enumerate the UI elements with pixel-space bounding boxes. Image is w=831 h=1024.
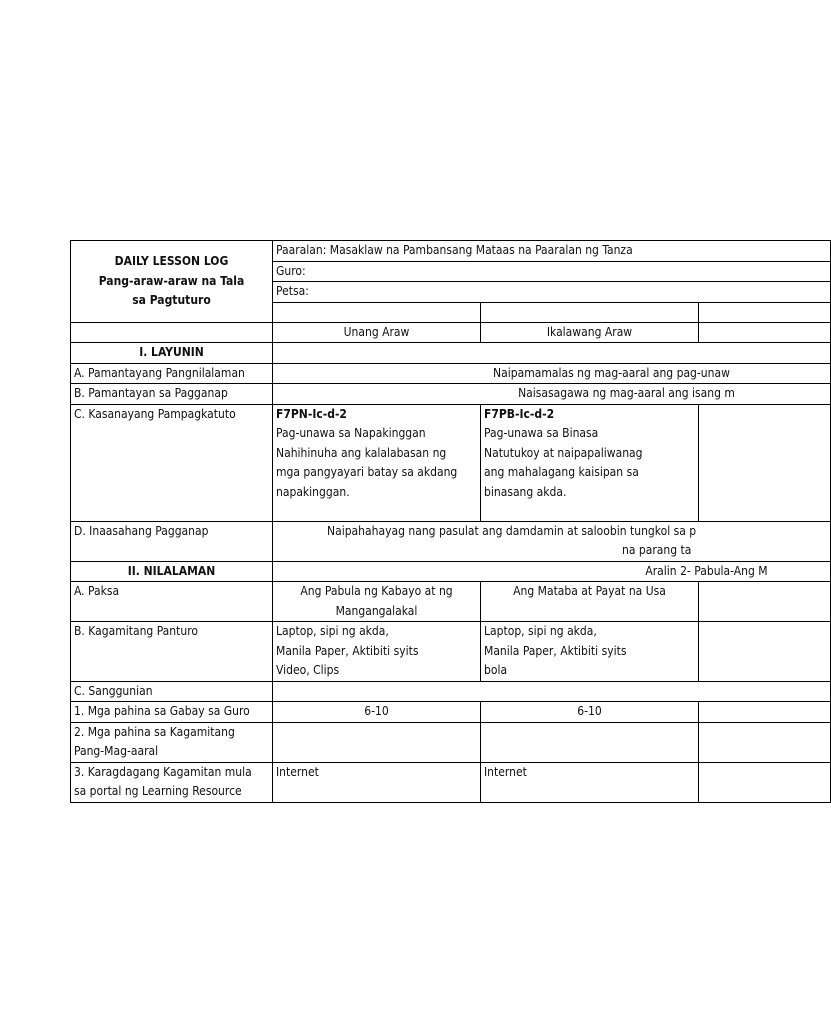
blank-cell [699, 322, 831, 343]
blank-cell [699, 762, 831, 802]
karagdagang-kagamitan-line: 3. Karagdagang Kagamitan mula [74, 764, 252, 779]
pamantayang-pangnilalaman-label: A. Pamantayang Pangnilalaman [71, 363, 273, 384]
inaasahang-pagganap-line: Naipahahayag nang pasulat ang damdamin at saloobin tungkol sa p [327, 523, 697, 538]
karagdagang-kagamitan-line: sa portal ng Learning Resource [74, 784, 242, 798]
kagamitang-panturo-label: B. Kagamitang Panturo [71, 622, 273, 682]
blank-cell [699, 722, 831, 762]
paksa-label: A. Paksa [71, 582, 273, 622]
kagamitang-mag-aaral-label [71, 722, 273, 762]
title-line-2: Pang-araw-araw na Tala [98, 273, 245, 288]
pamantayan-pagganap-value: Naisasagawa ng mag-aaral ang isang m [273, 384, 831, 405]
title-line-1: DAILY LESSON LOG [114, 254, 229, 268]
paksa-day2-line: Ang Mataba at Payat na Usa [513, 584, 666, 598]
blank-cell [273, 722, 481, 762]
pamantayan-pagganap-label: B. Pamantayan sa Pagganap [71, 384, 273, 405]
title-cell [71, 241, 273, 323]
inaasahang-pagganap-value [273, 521, 831, 561]
day1-header: Unang Araw [273, 322, 481, 343]
lesson-log-sheet [70, 240, 768, 798]
kasanayan-day2-code: F7PB-Ic-d-2 [484, 406, 555, 421]
paaralan-field: Paaralan: Masaklaw na Pambansang Mataas na Paaralan ng Tanza [273, 241, 831, 262]
paksa-day1-line: Ang Pabula ng Kabayo at ng [300, 584, 453, 598]
blank-cell [699, 702, 831, 723]
guro-field: Guro: [273, 261, 831, 282]
kagamitan-day2-line: bola [484, 663, 508, 677]
inaasahang-pagganap-line: na parang ta [622, 543, 692, 557]
kagamitan-day2-line: Manila Paper, Aktibiti syits [484, 643, 627, 658]
kasanayan-day1 [273, 404, 481, 521]
kagamitan-day1-line: Video, Clips [276, 663, 340, 677]
layunin-heading: I. LAYUNIN [71, 343, 273, 364]
karagdagang-kagamitan-day1: Internet [273, 762, 481, 802]
petsa-field: Petsa: [273, 282, 831, 303]
blank-cell [273, 343, 831, 364]
paksa-day1-line: Mangangalakal [335, 603, 418, 618]
gabay-guro-day1: 6-10 [273, 702, 481, 723]
kasanayan-day1-line: Pag-unawa sa Napakinggan [276, 426, 426, 440]
paksa-day1 [273, 582, 481, 622]
kasanayan-day1-line: napakinggan. [276, 484, 350, 499]
kagamitan-day2-line: Laptop, sipi ng akda, [484, 624, 597, 638]
kasanayan-day2 [481, 404, 699, 521]
kagamitan-day1-line: Manila Paper, Aktibiti syits [276, 643, 419, 658]
blank-cell [481, 722, 699, 762]
gabay-guro-label: 1. Mga pahina sa Gabay sa Guro [71, 702, 273, 723]
blank-cell [273, 681, 831, 702]
kasanayan-day1-line: Nahihinuha ang kalalabasan ng [276, 445, 447, 460]
kasanayan-label: C. Kasanayang Pampagkatuto [71, 404, 273, 521]
blank-cell [273, 302, 481, 322]
nilalaman-value: Aralin 2- Pabula-Ang M [273, 561, 831, 582]
karagdagang-kagamitan-day2: Internet [481, 762, 699, 802]
kasanayan-day2-line: Natutukoy at naipapaliwanag [484, 445, 643, 460]
kasanayan-day2-line: Pag-unawa sa Binasa [484, 426, 599, 440]
kasanayan-day1-line: mga pangyayari batay sa akdang [276, 465, 458, 479]
kagamitang-mag-aaral-line: Pang-Mag-aaral [74, 744, 159, 758]
kagamitang-mag-aaral-line: 2. Mga pahina sa Kagamitang [74, 724, 235, 739]
nilalaman-heading: II. NILALAMAN [71, 561, 273, 582]
title-line-3: sa Pagtuturo [132, 293, 211, 307]
sanggunian-heading: C. Sanggunian [71, 681, 273, 702]
blank-cell [481, 302, 699, 322]
day2-header: Ikalawang Araw [481, 322, 699, 343]
kasanayan-day2-line: binasang akda. [484, 484, 567, 499]
blank-cell [699, 404, 831, 521]
kasanayan-day2-line: ang mahalagang kaisipan sa [484, 465, 639, 479]
blank-cell [699, 622, 831, 682]
blank-cell [71, 322, 273, 343]
kagamitan-day1-line: Laptop, sipi ng akda, [276, 624, 389, 638]
karagdagang-kagamitan-label [71, 762, 273, 802]
blank-cell [699, 582, 831, 622]
blank-cell [699, 302, 831, 322]
paksa-day2 [481, 582, 699, 622]
pamantayang-pangnilalaman-value: Naipamamalas ng mag-aaral ang pag-unaw [273, 363, 831, 384]
kasanayan-day1-code: F7PN-Ic-d-2 [276, 406, 347, 421]
inaasahang-pagganap-label: D. Inaasahang Pagganap [71, 521, 273, 561]
gabay-guro-day2: 6-10 [481, 702, 699, 723]
kagamitang-panturo-day2 [481, 622, 699, 682]
kagamitang-panturo-day1 [273, 622, 481, 682]
lesson-log-table [70, 240, 831, 803]
